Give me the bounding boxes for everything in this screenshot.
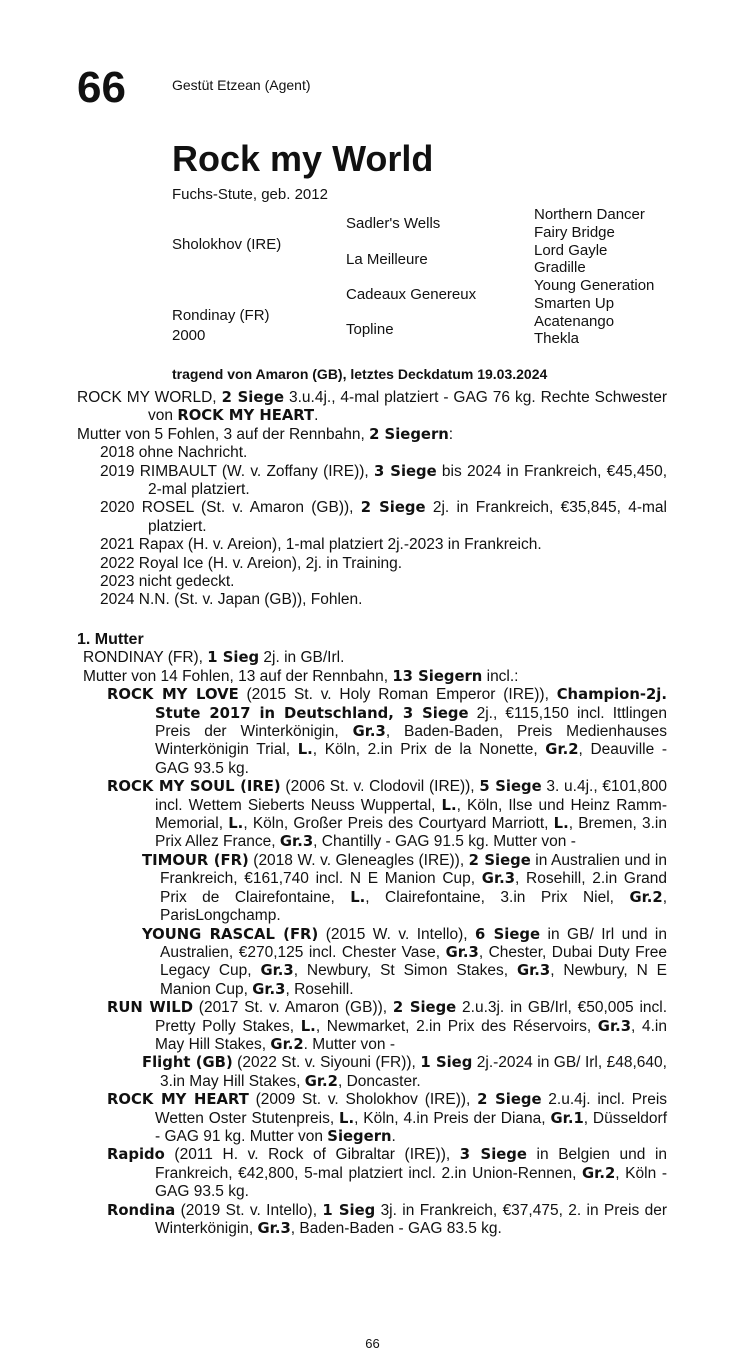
progeny-entry: ROCK MY LOVE (2015 St. v. Holy Roman Emperor (IRE)), Champion-2j. Stute 2017 in Deutschland, 3 Siege 2j., €115,150 incl. Ittlingen Preis der Winterkönigin, Gr.3, Baden-Baden, Preis Medienhauses Winterkönigin Trial, L., Köln, 2.in Prix de la Nonette, Gr.2, Deauville - GAG 93.5 kg. xyxy=(107,686,667,777)
pedigree-g3-ancestor: Acatenango xyxy=(534,313,615,330)
foal-entry: 2021 Rapax (H. v. Areion), 1-mal platziert 2j.-2023 in Frankreich. xyxy=(100,536,542,554)
dam-record: RONDINAY (FR), 1 Sieg 2j. in GB/Irl. xyxy=(83,649,345,667)
pedigree-sire-sire: Sadler's Wells xyxy=(346,215,441,232)
pedigree-dam-dam: Topline xyxy=(346,321,394,338)
grand-progeny-entry: TIMOUR (FR) (2018 W. v. Gleneagles (IRE)), 2 Siege in Australien und in Frankreich, €161,740 incl. N E Manion Cup, Gr.3, Rosehill, 2.in Grand Prix de Clairefontaine, L., Clairefontaine, 3.in Prix Niel, Gr.2, ParisLongchamp. xyxy=(142,851,667,925)
horse-description: Fuchs-Stute, geb. 2012 xyxy=(172,186,328,203)
foal-entry: 2019 RIMBAULT (W. v. Zoffany (IRE)), 3 Siege bis 2024 in Frankreich, €45,450, 2-mal platziert. xyxy=(100,462,668,499)
pedigree-g3-ancestor: Smarten Up xyxy=(534,295,615,312)
foal-entry: 2020 ROSEL (St. v. Amaron (GB)), 2 Siege 2j. in Frankreich, €35,845, 4-mal platziert. xyxy=(100,499,667,535)
pedigree-sire: Sholokhov (IRE) xyxy=(172,236,282,253)
grand-progeny-entry: Flight (GB) (2022 St. v. Siyouni (FR)), 1 Sieg 2j.-2024 in GB/ Irl, £48,640, 3.in May Hill Stakes, Gr.2, Doncaster. xyxy=(142,1054,667,1090)
grand-progeny-entry: YOUNG RASCAL (FR) (2015 W. v. Intello), 6 Siege in GB/ Irl und in Australien, €270,125 incl. Chester Vase, Gr.3, Chester, Dubai Duty Free Legacy Cup, Gr.3, Newbury, St Simon Stakes, Gr.3, Newbury, N E Manion Cup, Gr.3, Rosehill. xyxy=(142,925,667,998)
foal-entry: 2018 ohne Nachricht. xyxy=(100,444,248,462)
foal-entry: 2022 Royal Ice (H. v. Areion), 2j. in Training. xyxy=(100,554,403,572)
pedigree-sire-dam: La Meilleure xyxy=(346,251,428,268)
pedigree-dam: Rondinay (FR) xyxy=(172,307,270,324)
section-heading: 1. Mutter xyxy=(77,631,144,648)
progeny-entry: Rapido (2011 H. v. Rock of Gibraltar (IRE)), 3 Siege in Belgien und in Frankreich, €42,800, 5-mal platziert incl. 2.in Union-Rennen, Gr.2, Köln - GAG 93.5 kg. xyxy=(107,1146,668,1201)
pedigree-g3-ancestor: Gradille xyxy=(534,259,586,276)
horse-name: Rock my World xyxy=(172,138,434,179)
pedigree-g3-ancestor: Young Generation xyxy=(534,277,655,294)
pedigree-g3-ancestor: Lord Gayle xyxy=(534,242,608,259)
pedigree-g3-ancestor: Fairy Bridge xyxy=(534,224,615,241)
consignor: Gestüt Etzean (Agent) xyxy=(172,77,311,93)
foal-entry: 2023 nicht gedeckt. xyxy=(100,573,235,591)
covering-info: tragend von Amaron (GB), letztes Deckdatum 19.03.2024 xyxy=(172,366,548,382)
progeny-entry: ROCK MY SOUL (IRE) (2006 St. v. Clodovil (IRE)), 5 Siege 3. u.4j., €101,800 incl. Wettem Sieberts Neuss Wuppertal, L., Köln, Ilse und Heinz Ramm-Memorial, L., Köln, Großer Preis des Courtyard Marriott, L., Bremen, 3.in Prix Allez France, Gr.3, Chantilly - GAG 91.5 kg. Mutter von - xyxy=(107,778,667,851)
progeny-entry: RUN WILD (2017 St. v. Amaron (GB)), 2 Siege 2.u.3j. in GB/Irl, €50,005 incl. Pretty Polly Stakes, L., Newmarket, 2.in Prix des Réservoirs, Gr.3, 4.in May Hill Stakes, Gr.2. Mutter von - xyxy=(107,999,668,1053)
produce-record xyxy=(77,389,667,610)
horse-summary: ROCK MY WORLD, 2 Siege 3.u.4j., 4-mal platziert - GAG 76 kg. Rechte Schwester von ROCK MY HEART. xyxy=(77,389,667,425)
pedigree-g3-ancestor: Thekla xyxy=(534,330,580,347)
pedigree-dam-sire: Cadeaux Genereux xyxy=(346,286,477,303)
foal-entry: 2024 N.N. (St. v. Japan (GB)), Fohlen. xyxy=(100,591,363,609)
page-number: 66 xyxy=(365,1336,380,1351)
pedigree-g3-ancestor: Northern Dancer xyxy=(534,206,645,223)
dam-produce: Mutter von 14 Fohlen, 13 auf der Rennbahn, 13 Siegern incl.: xyxy=(83,667,519,685)
produce-summary: Mutter von 5 Fohlen, 3 auf der Rennbahn, 2 Siegern: xyxy=(77,425,454,443)
lot-number: 66 xyxy=(77,63,126,112)
pedigree-dam-year: 2000 xyxy=(172,327,206,344)
progeny-entry: Rondina (2019 St. v. Intello), 1 Sieg 3j. in Frankreich, €37,475, 2. in Preis der Winterkönigin, Gr.3, Baden-Baden - GAG 83.5 kg. xyxy=(107,1201,667,1237)
progeny-entry: ROCK MY HEART (2009 St. v. Sholokhov (IRE)), 2 Siege 2.u.4j. incl. Preis Wetten Oster Stutenpreis, L., Köln, 4.in Preis der Diana, Gr.1, Düsseldorf - GAG 91 kg. Mutter von Siegern. xyxy=(107,1091,668,1145)
first-dam-section xyxy=(77,631,667,1238)
